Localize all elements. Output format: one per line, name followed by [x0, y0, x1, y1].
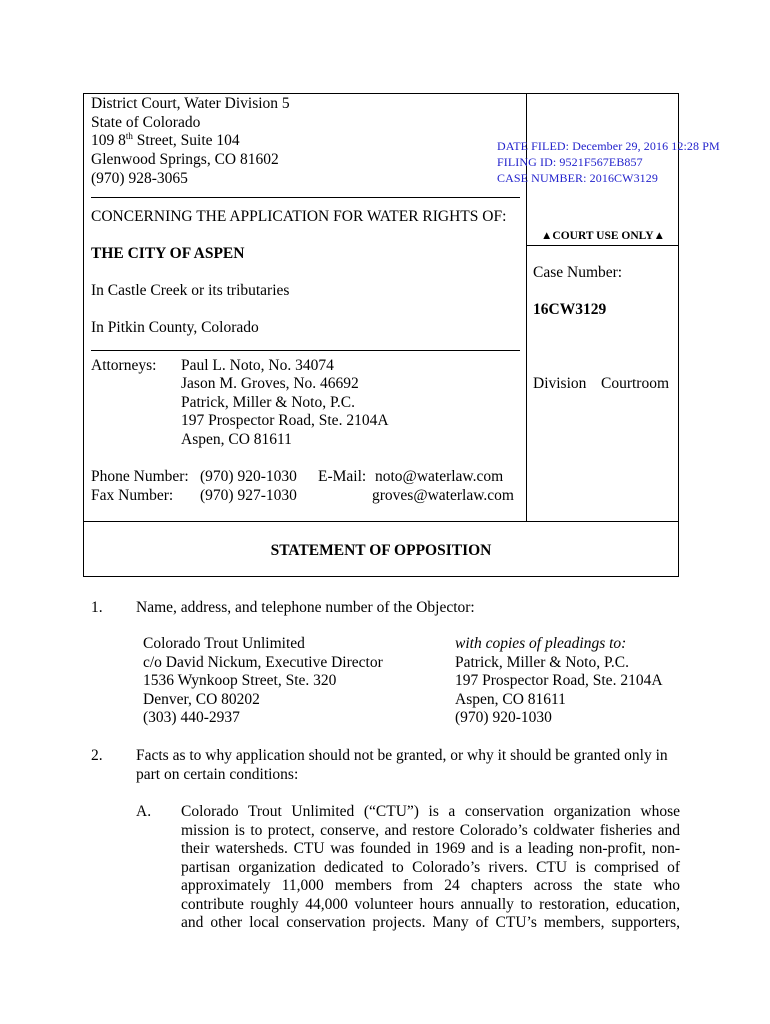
section-1-heading: Name, address, and telephone number of the Objector:	[136, 599, 475, 616]
case-number-value: 16CW3129	[533, 301, 607, 318]
paragraph-line: approximately 11,000 members from 24 chapters across the state who	[181, 877, 680, 894]
objector-line: c/o David Nickum, Executive Director	[143, 654, 383, 671]
concerning-line: CONCERNING THE APPLICATION FOR WATER RIGHTS OF:	[91, 208, 507, 225]
copies-line: Patrick, Miller & Noto, P.C.	[455, 654, 629, 671]
phone-label: Phone Number:	[91, 468, 189, 485]
court-phone: (970) 928-3065	[91, 170, 188, 187]
court-info-divider	[91, 197, 520, 198]
section-2-number: 2.	[91, 747, 103, 764]
court-city: Glenwood Springs, CO 81602	[91, 151, 279, 168]
application-divider	[91, 350, 520, 351]
stamp-case-number: CASE NUMBER: 2016CW3129	[497, 171, 658, 185]
applicant-name: THE CITY OF ASPEN	[91, 245, 245, 262]
attorney-line: Jason M. Groves, No. 46692	[181, 375, 359, 392]
courtroom-label: Courtroom	[601, 375, 670, 392]
division-label: Division	[533, 375, 587, 392]
objector-line: (303) 440-2937	[143, 709, 240, 726]
objector-line: 1536 Wynkoop Street, Ste. 320	[143, 672, 337, 689]
attorney-line: 197 Prospector Road, Ste. 2104A	[181, 412, 389, 429]
paragraph-line: contribute roughly 44,000 volunteer hours annually to restoration, education,	[181, 896, 680, 913]
section-2-heading-line: Facts as to why application should not be granted, or why it should be granted only in	[136, 747, 668, 764]
stamp-filing-id: FILING ID: 9521F567EB857	[497, 155, 643, 169]
document-title: STATEMENT OF OPPOSITION	[270, 542, 492, 559]
court-name: District Court, Water Division 5	[91, 95, 290, 112]
email-label: E-Mail:	[318, 468, 367, 485]
paragraph-line: their watersheds. CTU was founded in 1969 and is a leading non-profit, non-	[181, 840, 680, 857]
attorneys-label: Attorneys:	[91, 357, 157, 374]
objector-line: Denver, CO 80202	[143, 691, 260, 708]
fax-label: Fax Number:	[91, 487, 174, 504]
court-state: State of Colorado	[91, 114, 201, 131]
copies-heading: with copies of pleadings to:	[455, 635, 627, 652]
attorney-line: Paul L. Noto, No. 34074	[181, 357, 334, 374]
attorney-line: Patrick, Miller & Noto, P.C.	[181, 394, 355, 411]
section-1-number: 1.	[91, 599, 103, 616]
court-street: 109 8th Street, Suite 104	[91, 130, 240, 149]
email-noto: noto@waterlaw.com	[375, 468, 504, 485]
objector-line: Colorado Trout Unlimited	[143, 635, 305, 652]
subsection-a-label: A.	[136, 803, 152, 820]
application-location-county: In Pitkin County, Colorado	[91, 319, 259, 336]
email-groves: groves@waterlaw.com	[372, 487, 514, 504]
copies-line: 197 Prospector Road, Ste. 2104A	[455, 672, 663, 689]
case-number-label: Case Number:	[533, 264, 623, 281]
triangle-up-icon: ▲	[653, 230, 665, 242]
caption-title-divider	[83, 521, 679, 522]
attorney-line: Aspen, CO 81611	[181, 431, 292, 448]
paragraph-line: mission is to protect, conserve, and restore Colorado’s coldwater fisheries and	[181, 822, 680, 839]
fax-number: (970) 927-1030	[200, 487, 297, 504]
copies-line: (970) 920-1030	[455, 709, 552, 726]
stamp-date-filed: DATE FILED: December 29, 2016 12:28 PM	[497, 139, 720, 153]
paragraph-line: partisan organization dedicated to Colorado’s rivers. CTU is comprised of	[181, 859, 680, 876]
triangle-up-icon: ▲	[541, 230, 553, 242]
phone-number: (970) 920-1030	[200, 468, 297, 485]
paragraph-line: and other local conservation projects. Many of CTU’s members, supporters,	[181, 914, 680, 931]
paragraph-line: Colorado Trout Unlimited (“CTU”) is a conservation organization whose	[181, 803, 680, 820]
section-2-heading-line: part on certain conditions:	[136, 766, 299, 783]
copies-line: Aspen, CO 81611	[455, 691, 566, 708]
application-location-creek: In Castle Creek or its tributaries	[91, 282, 290, 299]
court-use-only: ▲COURT USE ONLY▲	[541, 230, 665, 242]
